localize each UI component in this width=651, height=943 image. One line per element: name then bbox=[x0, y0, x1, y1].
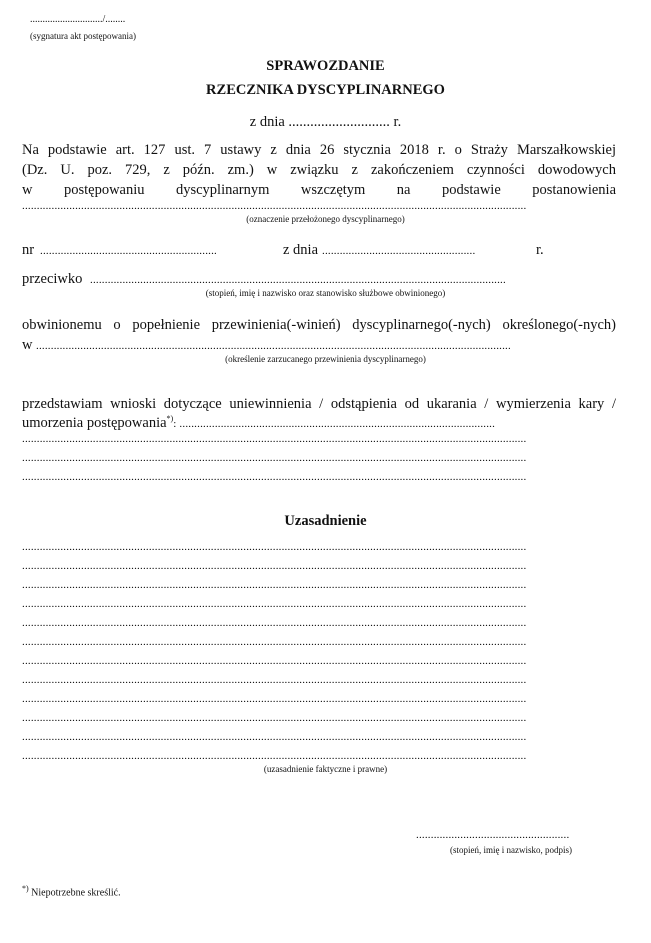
decision-date-dots: .................................................... bbox=[322, 245, 476, 257]
justification-dots-row: ........................................................................................................................................................................... bbox=[22, 598, 527, 610]
number-dots: ............................................................ bbox=[40, 245, 217, 257]
justification-caption: (uzasadnienie faktyczne i prawne) bbox=[263, 764, 388, 774]
intro-line-3: w postępowaniu dyscyplinarnym wszczętym na podstawie postanowienia bbox=[22, 182, 616, 198]
justification-dots-row: ........................................................................................................................................................................... bbox=[22, 674, 527, 686]
offense-dots: ................................................................................................................................................................. bbox=[36, 340, 511, 352]
justification-dots-row: ........................................................................................................................................................................... bbox=[22, 579, 527, 591]
justification-dots-row: ........................................................................................................................................................................... bbox=[22, 636, 527, 648]
motions-dots-row: ........................................................................................................................................................................... bbox=[22, 471, 527, 483]
motions-line-2-dots: : ........................................................................................................... bbox=[173, 417, 496, 430]
justification-heading: Uzasadnienie bbox=[284, 513, 367, 529]
justification-dots-row: ........................................................................................................................................................................... bbox=[22, 541, 527, 553]
intro-line-2: (Dz. U. poz. 729, z późn. zm.) w związku z zakończeniem czynności dowodowych bbox=[22, 162, 616, 178]
superior-dots-line: ........................................................................................................................................................................... bbox=[22, 200, 527, 212]
justification-dots-row: ........................................................................................................................................................................... bbox=[22, 617, 527, 629]
offense-caption: (określenie zarzucanego przewinienia dyscyplinarnego) bbox=[225, 354, 426, 364]
decision-date-label: z dnia bbox=[283, 242, 319, 258]
motions-line-2-text: umorzenia postępowania bbox=[22, 414, 167, 431]
justification-dots-row: ........................................................................................................................................................................... bbox=[22, 712, 527, 724]
against-label: przeciwko bbox=[22, 271, 83, 287]
decision-date-r: r. bbox=[536, 242, 544, 258]
justification-dots-row: ........................................................................................................................................................................... bbox=[22, 731, 527, 743]
footnote-text: Niepotrzebne skreślić. bbox=[28, 887, 121, 899]
footnote-mark: *) bbox=[22, 884, 29, 893]
signature-caption: (stopień, imię i nazwisko, podpis) bbox=[450, 845, 572, 855]
offense-line: obwinionemu o popełnienie przewinienia(-winień) dyscyplinarnego(-nych) określonego(-nych) bbox=[22, 317, 616, 333]
case-signature-line: ............................./........ bbox=[30, 14, 126, 25]
motions-footnote-mark: *) bbox=[166, 414, 174, 423]
document-title: SPRAWOZDANIE bbox=[266, 58, 385, 74]
justification-dots-row: ........................................................................................................................................................................... bbox=[22, 560, 527, 572]
footnote bbox=[22, 884, 121, 898]
justification-dots-row: ........................................................................................................................................................................... bbox=[22, 693, 527, 705]
offense-w-label: w bbox=[22, 337, 33, 353]
case-signature-caption: (sygnatura akt postępowania) bbox=[30, 31, 136, 41]
against-caption: (stopień, imię i nazwisko oraz stanowisko służbowe obwinionego) bbox=[205, 288, 446, 298]
motions-line-2 bbox=[22, 414, 618, 432]
document-date-line: z dnia ............................ r. bbox=[249, 114, 402, 130]
motions-dots-row: ........................................................................................................................................................................... bbox=[22, 452, 527, 464]
against-dots: ............................................................................................................................................. bbox=[90, 274, 506, 286]
number-label: nr bbox=[22, 242, 35, 258]
motions-dots-row: ........................................................................................................................................................................... bbox=[22, 433, 527, 445]
justification-dots-row: ........................................................................................................................................................................... bbox=[22, 655, 527, 667]
motions-line-1: przedstawiam wnioski dotyczące uniewinnienia / odstąpienia od ukarania / wymierzenia kary / bbox=[22, 396, 616, 412]
justification-dots-row: ........................................................................................................................................................................... bbox=[22, 750, 527, 762]
document-subtitle: RZECZNIKA DYSCYPLINARNEGO bbox=[206, 82, 445, 98]
signature-dots: .................................................... bbox=[416, 829, 570, 841]
intro-line-1: Na podstawie art. 127 ust. 7 ustawy z dnia 26 stycznia 2018 r. o Straży Marszałkowskiej bbox=[22, 142, 616, 158]
superior-caption: (oznaczenie przełożonego dyscyplinarnego) bbox=[246, 214, 405, 224]
